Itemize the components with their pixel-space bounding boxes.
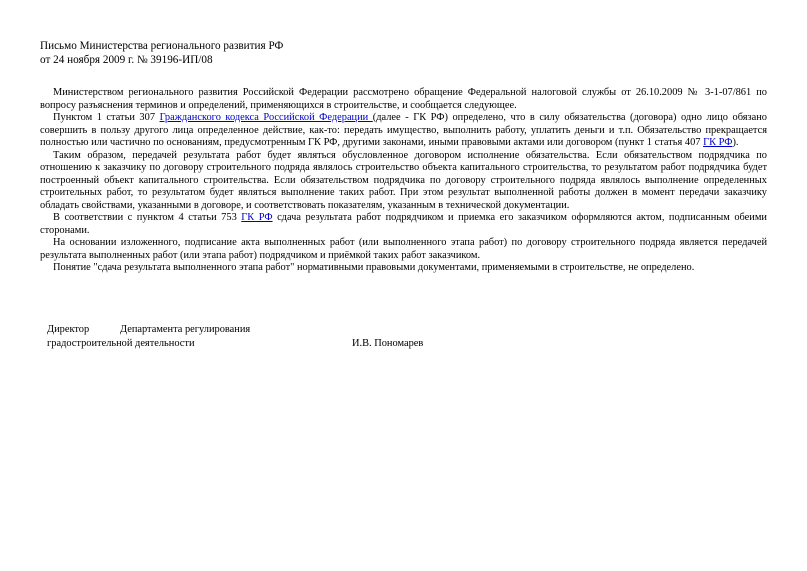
document-title-line1: Письмо Министерства регионального развития РФ (40, 40, 284, 52)
signer-department-line1: Департамента регулирования (120, 324, 251, 335)
paragraph-2-text-a: Пунктом 1 статьи 307 (53, 112, 160, 123)
paragraph-6: Понятие "сдача результата выполненного этапа работ" нормативными правовыми документами, применяемыми в строительстве, не определено. (53, 262, 695, 273)
signature-row-2 (47, 337, 547, 351)
signature-row-1 (47, 323, 547, 337)
signature-block (47, 323, 547, 351)
paragraph-4-text-b: сдача результата работ подрядчиком и приемка его заказчиком оформляются актом, подписанным обеими сторонами. (40, 212, 767, 236)
signer-post: Директор (47, 324, 90, 335)
paragraph-4 (40, 212, 767, 237)
signer-department-line2: градостроительной деятельности (47, 338, 195, 349)
paragraph-4-text-a: В соответствии с пунктом 4 статьи 753 (53, 212, 242, 223)
paragraph-2-text-c: ). (732, 137, 739, 148)
paragraph-2-text-b: (далее - ГК РФ) определено, что в силу обязательства (договора) одно лицо обязано совершить в пользу другого лица определенное действие, как-то: передать имущество, выполнить работу, уплатить деньги и т.п. Обязательство прекращается полностью или частично по основаниям, предусмотренным ГК РФ, другими законами, иными правовыми актами или договором (пункт 1 статья 407 (40, 112, 767, 148)
document-body (40, 39, 767, 275)
document-text (40, 87, 767, 275)
paragraph-1: Министерством регионального развития Российской Федерации рассмотрено обращение Федеральной налоговой службы от 26.10.2009 № 3-1-07/861 по вопросу разъяснения терминов и определений, применяющихся в строительстве, и сообщается следующее. (40, 87, 767, 111)
paragraph-3: Таким образом, передачей результата работ будет являться обусловленное договором исполнение обязательства. Если обязательством подрядчика по отношению к заказчику по договору строительного подряда являлось строительство объекта капитального строительства, то результатом работ подрядчика будет построенный объект капитального строительства. Если обязательством подрядчика по договору строительного подряда являлось выполнение определенных строительных работ, то результатом будет являться выполнение таких работ. При этом результат выполненной работы должен в момент передачи заказчику обладать свойствами, указанными в договоре, и соответствовать показателям, указанным в технической документации. (40, 149, 767, 211)
signer-name: И.В. Пономарев (352, 338, 424, 349)
civil-code-link[interactable]: Гражданского кодекса Российской Федерации (159, 112, 373, 123)
paragraph-5: На основании изложенного, подписание акта выполненных работ (или выполненного этапа работ) по договору строительного подряда является передачей результата выполненных работ (или этапа работ) подрядчиком и приёмкой таких работ заказчиком. (40, 237, 767, 261)
gk-rf-link-2[interactable]: ГК РФ (241, 212, 273, 223)
document-title-line2: от 24 ноября 2009 г. № 39196-ИП/08 (40, 54, 213, 66)
gk-rf-link-1[interactable]: ГК РФ (703, 137, 733, 148)
paragraph-2 (40, 112, 767, 150)
